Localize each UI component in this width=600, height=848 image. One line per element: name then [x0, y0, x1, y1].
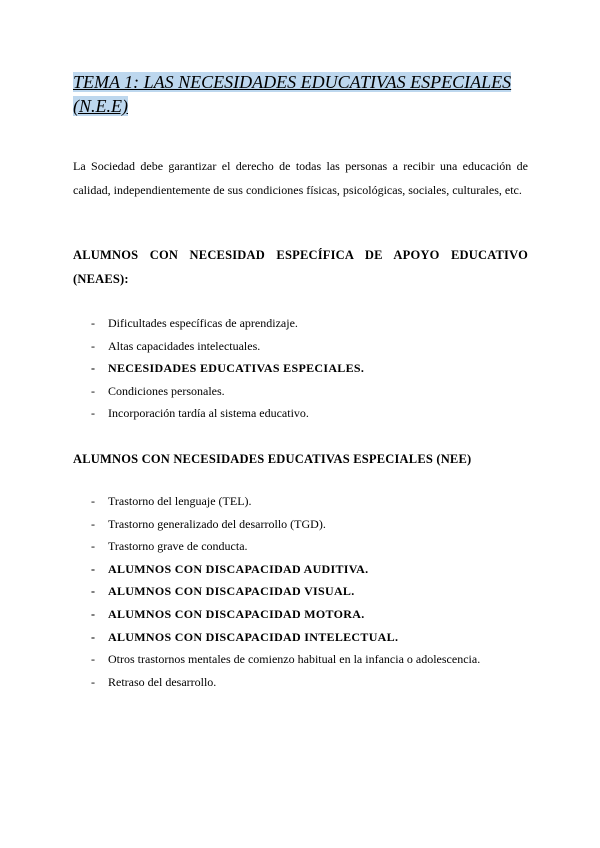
bullet-dash: - [91, 674, 95, 689]
page-title [73, 70, 528, 118]
list-item [91, 603, 531, 626]
bullet-dash: - [91, 584, 96, 599]
list-item-text: ALUMNOS CON DISCAPACIDAD VISUAL. [108, 584, 355, 599]
list-item-text: ALUMNOS CON DISCAPACIDAD INTELECTUAL. [108, 629, 399, 644]
bullet-dash: - [91, 383, 95, 398]
list-item [91, 626, 531, 649]
list-item-text: Retraso del desarrollo. [108, 674, 217, 689]
list-item-text: ALUMNOS CON DISCAPACIDAD MOTORA. [108, 606, 365, 621]
title-line-2: (N.E.E) [73, 96, 128, 116]
list-item-text: Dificultades específicas de aprendizaje. [108, 316, 298, 330]
list-item [91, 380, 531, 403]
list-item [91, 357, 531, 380]
neaes-list [91, 312, 531, 425]
list-item-text: Incorporación tardía al sistema educativo. [108, 406, 309, 421]
bullet-dash: - [91, 316, 95, 330]
list-item [91, 580, 531, 603]
list-item [91, 490, 531, 513]
list-item [91, 671, 531, 694]
list-item [91, 648, 531, 671]
list-item-text: Altas capacidades intelectuales. [108, 338, 261, 353]
bullet-dash: - [91, 606, 96, 621]
bullet-dash: - [91, 516, 95, 531]
section-heading-nee: ALUMNOS CON NECESIDADES EDUCATIVAS ESPECIALES (NEE) [73, 452, 472, 466]
list-item-text: Condiciones personales. [108, 383, 225, 398]
list-item [91, 312, 531, 335]
list-item-text: Trastorno del lenguaje (TEL). [108, 494, 252, 508]
bullet-dash: - [91, 406, 95, 421]
bullet-dash: - [91, 629, 96, 644]
list-item-text: NECESIDADES EDUCATIVAS ESPECIALES. [108, 361, 365, 376]
bullet-dash: - [91, 652, 95, 667]
bullet-dash: - [91, 561, 96, 576]
bullet-dash: - [91, 494, 95, 508]
list-item-text: ALUMNOS CON DISCAPACIDAD AUDITIVA. [108, 561, 369, 576]
title-line-1: TEMA 1: LAS NECESIDADES EDUCATIVAS ESPECIALES [73, 72, 512, 92]
list-item [91, 558, 531, 581]
list-item [91, 513, 531, 536]
bullet-dash: - [91, 361, 96, 376]
list-item-text: Trastorno grave de conducta. [108, 539, 248, 554]
list-item [91, 335, 531, 358]
list-item [91, 535, 531, 558]
list-item-text: Trastorno generalizado del desarrollo (TGD). [108, 516, 326, 531]
bullet-dash: - [91, 338, 95, 353]
bullet-dash: - [91, 539, 95, 554]
section-heading-neaes: ALUMNOS CON NECESIDAD ESPECÍFICA DE APOYO EDUCATIVO (NEAES): [73, 248, 528, 286]
nee-list [91, 490, 531, 693]
intro-paragraph: La Sociedad debe garantizar el derecho de todas las personas a recibir una educación de calidad, independientemente de sus condiciones físicas, psicológicas, sociales, culturales, etc. [73, 159, 528, 197]
list-item-text: Otros trastornos mentales de comienzo habitual en la infancia o adolescencia. [108, 652, 481, 667]
list-item [91, 402, 531, 425]
